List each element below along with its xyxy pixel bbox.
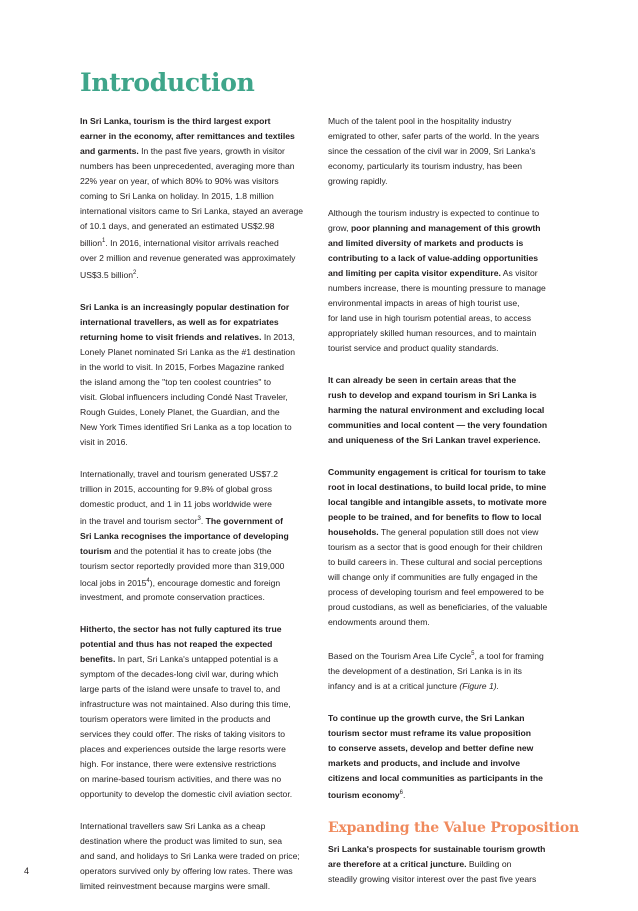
text-run: Internationally, travel and tourism generated US$7.2 trillion in 2015, accounting for 9.8% of global gross domestic product, and 1 in 11 jobs worldwide were in the travel and tourism sector <box>80 468 279 526</box>
body-paragraph <box>328 373 588 448</box>
text-run: In part, Sri Lanka's untapped potential is a symptom of the decades-long civil war, during which large parts of the island were unsafe to travel to, and infrastructure was not maintained. Also during this time, tourism operators were limited in the products and services they could offer. The risks of taking visitors to places and experiences outside the large resorts were high. For instance, there were extensive restrictions on marine-based tourism activities, and there was no opportunity to develop the domestic civil aviation sector. <box>80 654 293 800</box>
body-paragraph <box>328 647 588 694</box>
body-paragraph <box>328 842 588 887</box>
text-run: . In 2016, international visitor arrivals reached over 2 million and revenue generated was approximately US$3.5 billion <box>80 237 296 280</box>
footnote-ref: 4 <box>146 577 150 584</box>
text-run: It can already be seen in certain areas that the rush to develop and expand tourism in Sri Lanka is harming the natural environment and excluding local communities and local content — the very foundation and uniqueness of the Sri Lankan travel experience. <box>328 375 548 445</box>
body-paragraph <box>80 300 340 450</box>
right-column <box>328 114 588 904</box>
body-paragraph <box>328 206 588 356</box>
text-run: Sri Lanka's prospects for sustainable tourism growth are therefore at a critical juncture. <box>328 843 546 869</box>
text-run: (Figure 1). <box>459 680 499 691</box>
body-paragraph <box>80 467 340 606</box>
text-run: In the past five years, growth in visitor numbers has been unprecedented, averaging more than 22% year on year, of which 80% to 90% was visitors coming to Sri Lanka on holiday. In 2015, 1.8 million international visitors came to Sri Lanka, stayed an average of 10.1 days, and generated an estimated US$2.98 billion <box>80 146 304 248</box>
footnote-ref: 3 <box>197 515 201 522</box>
text-run: As visitor numbers increase, there is mounting pressure to manage environmental impacts in areas of high tourist use, for land use in high tourism potential areas, to access appropriately skilled human resources, and to maintain tourist service and product quality standards. <box>328 268 546 353</box>
text-run: Based on the Tourism Area Life Cycle <box>328 650 472 661</box>
text-run: The government of Sri Lanka recognises the importance of developing tourism <box>80 515 289 556</box>
text-run: International travellers saw Sri Lanka as a cheap destination where the product was limited to sun, sea and sand, and holidays to Sri Lanka were traded on price; operators survived only by offering low rates. There was limited reinvestment because margins were small. <box>80 821 300 892</box>
text-run: Community engagement is critical for tourism to take root in local destinations, to build local pride, to mine local tangible and intangible assets, to motivate more people to be trained, and for benefits to flow to local households. <box>328 467 547 537</box>
text-run: Sri Lanka is an increasingly popular destination for international travellers, as well as for expatriates returning home to visit friends and relatives. <box>80 301 290 342</box>
body-paragraph <box>328 711 588 803</box>
text-run: Much of the talent pool in the hospitality industry emigrated to other, safer parts of the world. In the years since the cessation of the civil war in 2009, Sri Lanka's economy, particularly its tourism industry, has been growing rapidly. <box>328 116 540 186</box>
text-run: poor planning and management of this growth and limited diversity of markets and products is contributing to a lack of value-adding opportunities and limiting per capita visitor expenditure. <box>328 223 541 278</box>
body-paragraph <box>328 114 588 189</box>
body-paragraph <box>328 465 588 630</box>
text-run: In 2013, Lonely Planet nominated Sri Lanka as the #1 destination in the world to visit. In 2015, Forbes Magazine ranked the island among the "top ten coolest countries" to visit. Global influencers including Condé Nast Traveler, Rough Guides, Lonely Planet, the Guardian, and the New York Times identified Sri Lanka as a top location to visit in 2016. <box>80 331 295 447</box>
body-paragraph <box>80 114 340 283</box>
page-title: Introduction <box>80 68 255 97</box>
text-run: , a tool for framing the development of a destination, Sri Lanka is in its infancy and is at a critical juncture <box>328 650 544 691</box>
left-column <box>80 114 340 911</box>
footnote-ref: 5 <box>471 651 475 657</box>
text-run: The general population still does not view tourism as a sector that is good enough for their children to build careers in. These cultural and social perceptions will change only if communities are fully engaged in the process of developing tourism and feel empowered to be proud custodians, as well as beneficiaries, of the valuable endowments around them. <box>328 527 548 627</box>
section-heading: Expanding the Value Proposition <box>328 819 580 836</box>
body-paragraph <box>80 819 340 894</box>
text-run: . <box>136 269 139 280</box>
text-run: Although the tourism industry is expected to continue to grow, <box>328 208 540 233</box>
page-number: 4 <box>24 866 30 876</box>
text-run: and the potential it has to create jobs (the tourism sector reportedly provided more than 319,000 local jobs in 2015 <box>80 545 285 588</box>
text-run: . <box>200 515 206 526</box>
footnote-ref: 1 <box>101 238 106 244</box>
text-run: In Sri Lanka, tourism is the third largest export earner in the economy, after remittances and textiles and garments. <box>80 116 295 156</box>
text-run: . <box>402 789 406 800</box>
text-run: To continue up the growth curve, the Sri Lankan tourism sector must reframe its value proposition to conserve assets, develop and better define new markets and products, and include and involve citizens and local communities as participants in the tourism economy <box>328 712 543 800</box>
text-run: ), encourage domestic and foreign investment, and promote conservation practices. <box>80 577 281 603</box>
footnote-ref: 2 <box>133 269 137 276</box>
text-run: Hitherto, the sector has not fully captured its true potential and thus has not reaped the expected benefits. <box>80 624 282 665</box>
body-paragraph <box>80 622 340 802</box>
footnote-ref: 6 <box>399 789 403 796</box>
text-run: Building on steadily growing visitor interest over the past five years <box>328 858 537 884</box>
